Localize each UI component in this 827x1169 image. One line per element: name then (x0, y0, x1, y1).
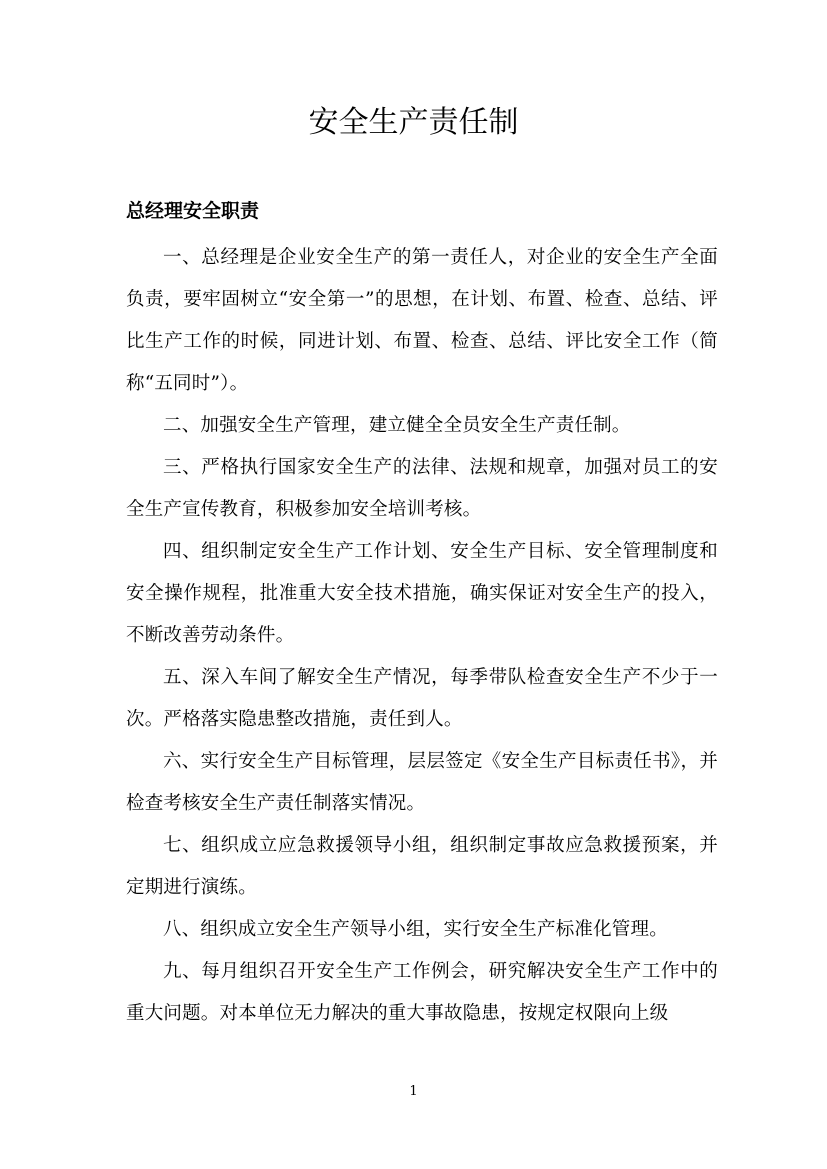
paragraph-7: 七、组织成立应急救援领导小组，组织制定事故应急救援预案，并定期进行演练。 (126, 835, 718, 898)
paragraph-8: 八、组织成立安全生产领导小组，实行安全生产标准化管理。 (163, 919, 668, 940)
section-heading: 总经理安全职责 (126, 200, 260, 222)
document-title: 安全生产责任制 (308, 105, 519, 140)
paragraph-3: 三、严格执行国家安全生产的法律、法规和规章，加强对员工的安全生产宣传教育，积极参加安全培训考核。 (126, 457, 718, 520)
paragraph-2: 二、加强安全生产管理，建立健全全员安全生产责任制。 (163, 415, 631, 436)
paragraph-1: 一、总经理是企业安全生产的第一责任人，对企业的安全生产全面负责，要牢固树立“安全第一”的思想，在计划、布置、检查、总结、评比生产工作的时候，同进计划、布置、检查、总结、评比安全工作（简称“五同时”）。 (126, 247, 718, 394)
paragraph-5: 五、深入车间了解安全生产情况，每季带队检查安全生产不少于一次。严格落实隐患整改措施，责任到人。 (126, 667, 718, 730)
paragraph-4: 四、组织制定安全生产工作计划、安全生产目标、安全管理制度和安全操作规程，批准重大安全技术措施，确实保证对安全生产的投入，不断改善劳动条件。 (126, 541, 718, 646)
paragraph-9: 九、每月组织召开安全生产工作例会，研究解决安全生产工作中的重大问题。对本单位无力解决的重大事故隐患，按规定权限向上级 (126, 961, 718, 1024)
paragraph-6: 六、实行安全生产目标管理，层层签定《安全生产目标责任书》，并检查考核安全生产责任制落实情况。 (126, 751, 718, 814)
document-body (126, 237, 718, 1035)
page-number: 1 (409, 1084, 418, 1099)
